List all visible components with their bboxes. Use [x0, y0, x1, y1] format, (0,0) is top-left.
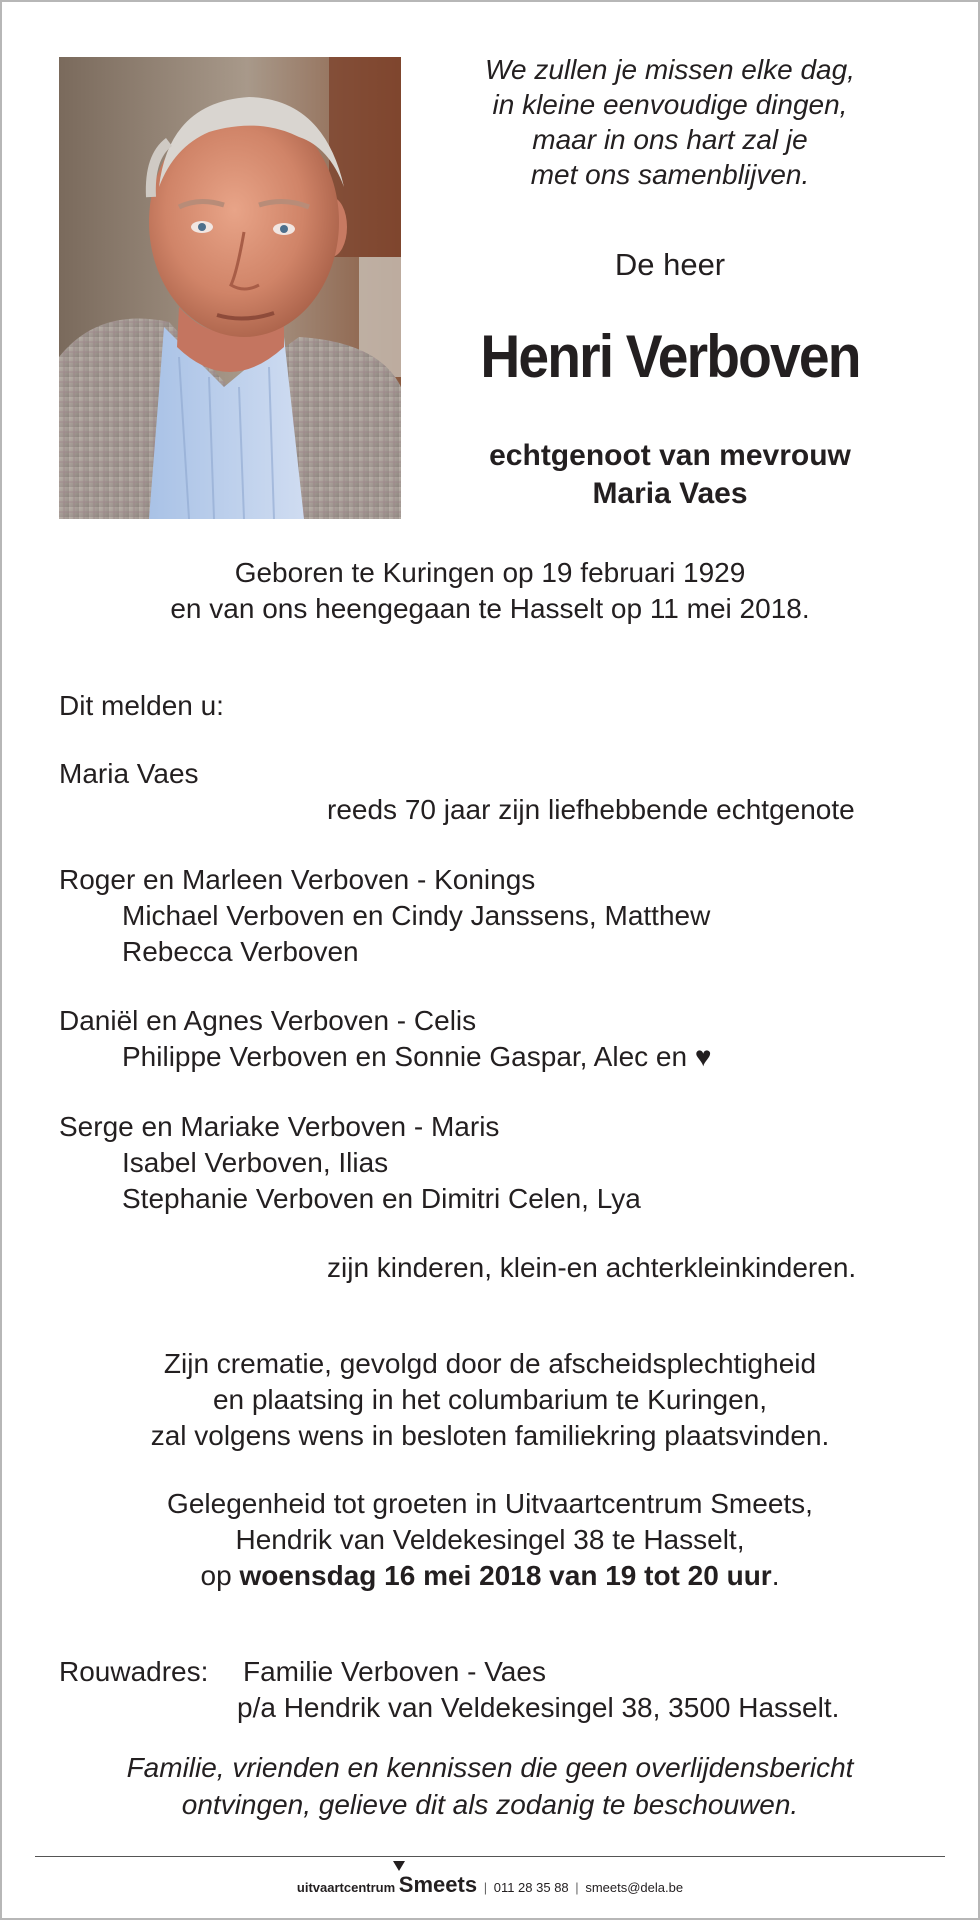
poem-line: We zullen je missen elke dag, — [485, 54, 855, 85]
visitation-suffix: . — [771, 1560, 780, 1591]
footer — [0, 1872, 980, 1898]
address-line: p/a Hendrik van Veldekesingel 38, 3500 Hasselt. — [237, 1692, 840, 1723]
title-prefix: De heer — [614, 247, 726, 282]
child-parents: Roger en Marleen Verboven - Konings — [59, 864, 536, 895]
child-parents: Serge en Mariake Verboven - Maris — [59, 1111, 500, 1142]
spouse-name: Maria Vaes — [592, 477, 748, 510]
spouse-info — [420, 437, 920, 513]
footer-phone: 011 28 35 88 — [493, 1880, 569, 1895]
ceremony-line: Zijn crematie, gevolgd door de afscheidsplechtigheid — [163, 1348, 817, 1379]
address-line: Familie Verboven - Vaes — [243, 1656, 546, 1687]
footer-separator: | — [483, 1880, 488, 1895]
ceremony-line: en plaatsing in het columbarium te Kuringen, — [212, 1384, 768, 1415]
birth-death — [59, 555, 921, 627]
death-line: en van ons heengegaan te Hasselt op 11 mei 2018. — [170, 593, 810, 624]
footer-divider — [35, 1856, 945, 1857]
descendant-line: Stephanie Verboven en Dimitri Celen, Lya — [122, 1183, 641, 1214]
descendant-line: Philippe Verboven en Sonnie Gaspar, Alec en ♥ — [122, 1041, 712, 1072]
visitation-emphasis: woensdag 16 mei 2018 van 19 tot 20 uur — [239, 1560, 772, 1591]
triangle-marker-icon — [393, 1861, 405, 1871]
footer-email: smeets@dela.be — [585, 1880, 684, 1895]
brand-prefix: uitvaartcentrum — [296, 1880, 396, 1895]
widow-name: Maria Vaes — [59, 758, 199, 789]
child-parents: Daniël en Agnes Verboven - Celis — [59, 1005, 477, 1036]
announced-by: Dit melden u: — [59, 690, 224, 721]
closing-line: ontvingen, gelieve dit als zodanig te beschouwen. — [181, 1789, 799, 1820]
visitation-prefix: op — [200, 1560, 240, 1591]
descendant-line: Michael Verboven en Cindy Janssens, Matthew — [122, 900, 711, 931]
visitation-info — [59, 1486, 921, 1594]
relation-note: zijn kinderen, klein-en achterkleinkinderen. — [327, 1252, 857, 1283]
address-label: Rouwadres: — [59, 1656, 209, 1687]
footer-separator: | — [575, 1880, 579, 1895]
spouse-line: echtgenoot van mevrouw — [489, 439, 851, 472]
portrait-photo — [59, 57, 401, 519]
poem-line: in kleine eenvoudige dingen, — [492, 89, 848, 120]
descendant-line: Isabel Verboven, Ilias — [122, 1147, 389, 1178]
poem — [420, 52, 920, 192]
closing-line: Familie, vrienden en kennissen die geen overlijdensbericht — [126, 1752, 854, 1783]
visitation-line: Gelegenheid tot groeten in Uitvaartcentrum Smeets, — [167, 1488, 813, 1519]
visitation-time — [59, 1558, 921, 1594]
poem-line: met ons samenblijven. — [530, 159, 810, 190]
visitation-line: Hendrik van Veldekesingel 38 te Hasselt, — [235, 1524, 745, 1555]
poem-line: maar in ons hart zal je — [532, 124, 808, 155]
descendant-line: Rebecca Verboven — [122, 936, 359, 967]
deceased-name: Henri Verboven — [480, 323, 860, 390]
widow-relation: reeds 70 jaar zijn liefhebbende echtgenote — [327, 794, 855, 825]
ceremony-line: zal volgens wens in besloten familiekring plaatsvinden. — [150, 1420, 830, 1451]
ceremony-info — [59, 1346, 921, 1454]
birth-line: Geboren te Kuringen op 19 februari 1929 — [234, 557, 746, 588]
brand-name: Smeets — [398, 1872, 478, 1897]
closing-note — [59, 1749, 921, 1823]
